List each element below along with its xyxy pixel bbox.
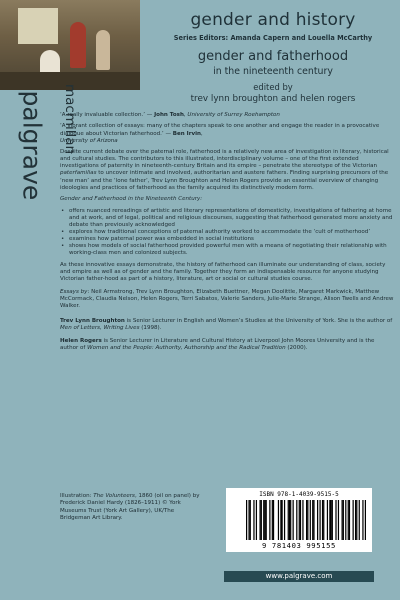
- barcode-bar: [263, 500, 264, 540]
- painting-figure: [70, 22, 86, 68]
- barcode-bar: [327, 500, 328, 540]
- barcode-bar: [349, 500, 350, 540]
- book-title: gender and fatherhood: [197, 49, 349, 64]
- bio-text: is Senior Lecturer in Literature and Cultural History at Liverpool John Moores University and is the author of: [60, 338, 375, 352]
- barcode-bar: [329, 500, 330, 540]
- bio-text: (1998).: [139, 325, 162, 332]
- barcode-bar: [332, 500, 333, 540]
- barcode-bar: [335, 500, 336, 540]
- conclusion: As these innovative essays demonstrate, the history of fatherhood can illuminate our understanding of class, society and empire as well as of gender and the family. Together they form an indispensable resource for anyone studying Victorian father-hood as part of a history, literature, art or social or cultural studies course.: [60, 261, 386, 282]
- editor-bio: [60, 338, 394, 352]
- barcode-bar: [266, 500, 267, 540]
- feature-item: • examines how paternal power was embedded in social institutions: [69, 236, 394, 243]
- barcode-bar: [323, 500, 324, 540]
- bio-name: Trev Lynn Broughton: [60, 318, 125, 325]
- feature-item: • offers nuanced rereadings of artistic and literary representations of domesticity, investigations of fathering at home and at work, and of legal, political and religious discourses, suggesting that fatherhood generated more anxiety and debate than previously acknowledged: [69, 208, 394, 229]
- barcode-bar: [272, 500, 273, 540]
- barcode-bar: [289, 500, 290, 540]
- publisher-name: palgrave: [17, 90, 47, 201]
- barcode-bar: [345, 500, 346, 540]
- barcode-bar: [282, 500, 283, 540]
- barcode-bar: [348, 500, 349, 540]
- bio-text: is Senior Lecturer in English and Women’s Studies at the University of York. She is the author of: [124, 318, 393, 325]
- barcode-bar: [359, 500, 360, 540]
- barcode-bars: [246, 500, 366, 540]
- barcode-bar: [355, 500, 356, 540]
- series-editors: Series Editors: Amanda Capern and Louella McCarthy: [173, 34, 373, 42]
- illustration-credit: [60, 493, 202, 522]
- essays-by: [60, 289, 394, 310]
- feature-item: • explores how traditional conceptions of paternal authority worked to accommodate the ‘cult of motherhood’: [69, 229, 394, 236]
- barcode-bar: [264, 500, 265, 540]
- bio-work: Men of Letters, Writing Lives: [60, 325, 140, 332]
- barcode-bar: [312, 500, 313, 540]
- barcode-bar: [248, 500, 249, 540]
- features-list: [60, 208, 394, 258]
- barcode-bar: [356, 500, 357, 540]
- painting-figure: [96, 30, 110, 70]
- barcode-bar: [269, 500, 270, 540]
- features-intro: Gender and Fatherhood in the Nineteenth Century:: [60, 196, 203, 203]
- barcode-bar: [342, 500, 343, 540]
- barcode-bar: [293, 500, 294, 540]
- description-text: Despite current debate over the paternal role, fatherhood is a relatively new area of investigation in literary, historical and cultural studies. The contributors to this illustrated, interdisciplinary volume – one of the first extended investigations of paternity in nineteenth-century Britain and its empire – penetrate the stereotype of the Victorian: [60, 149, 389, 170]
- barcode-bar: [319, 500, 320, 540]
- barcode-bar: [343, 500, 344, 540]
- quote-affiliation: University of Arizona: [60, 137, 118, 144]
- description-text: to uncover intimate and involved, authoritarian and austere fathers. Finding surprising precursors of the ‘new man’ and the ‘lone father’, Trev Lynn Broughton and Helen Rogers provide an essential overview of changing ideologies and practices of fatherhood as the family acquired its distinctively modern form.: [60, 170, 389, 191]
- barcode-bar: [261, 500, 262, 540]
- quote-affiliation: , University of Surrey Roehampton: [183, 112, 280, 118]
- quote: ‘A vibrant collection of essays: many of the chapters speak to one another and engage the reader in a provocative dialogue about Victorian fatherhood.’ — Ben Irvin, University of Arizona: [60, 123, 380, 144]
- illustration-details: , 1860 (oil on panel) by Frederick Daniel Hardy (1826–1911) © York Museums Trust (York Art Gallery), UK/The Bridgeman Art Library.: [60, 493, 200, 521]
- barcode-bar: [338, 500, 339, 540]
- description: [60, 149, 394, 192]
- edited-by-label: edited by: [253, 82, 293, 92]
- illustration-prefix: Illustration:: [60, 493, 94, 499]
- barcode-bar: [313, 500, 314, 540]
- essays-label: Essays by: [60, 288, 88, 295]
- barcode-bar: [353, 500, 354, 540]
- bio-text: (2000).: [285, 345, 308, 352]
- barcode-bar: [284, 500, 285, 540]
- barcode-bar: [288, 500, 289, 540]
- barcode-bar: [365, 500, 366, 540]
- bio-work: Women and the People: Authority, Authorship and the Radical Tradition: [87, 345, 286, 352]
- isbn: ISBN 978-1-4039-9515-5: [259, 491, 339, 498]
- barcode-bar: [310, 500, 311, 540]
- quote-author: Ben Irvin: [172, 130, 201, 137]
- book-subtitle: in the nineteenth century: [213, 66, 333, 77]
- barcode-bar: [256, 500, 257, 540]
- barcode-bar: [250, 500, 251, 540]
- illustration-title: The Volunteers: [93, 493, 135, 499]
- barcode-bar: [307, 500, 308, 540]
- barcode-bar: [253, 500, 254, 540]
- barcode-bar: [273, 500, 274, 540]
- website-link[interactable]: www.palgrave.com: [265, 572, 333, 580]
- barcode-bar: [362, 500, 363, 540]
- barcode-bar: [290, 500, 291, 540]
- description-italic: paterfamilias: [60, 170, 97, 177]
- publisher-sub: macmillan: [62, 84, 78, 155]
- cover-painting: [0, 0, 140, 90]
- barcode-bar: [280, 500, 281, 540]
- barcode-bar: [296, 500, 297, 540]
- blurb: [60, 112, 394, 357]
- barcode-bar: [300, 500, 301, 540]
- painting-window: [18, 8, 58, 44]
- barcode-bar: [317, 500, 318, 540]
- barcode-bar: [322, 500, 323, 540]
- series-title: gender and history: [190, 10, 356, 30]
- barcode-number: 9 781403 995155: [262, 541, 336, 550]
- quote: [60, 112, 394, 119]
- editor-bio: [60, 318, 394, 332]
- barcode-bar: [259, 500, 260, 540]
- barcode-bar: [302, 500, 303, 540]
- barcode-bar: [246, 500, 247, 540]
- quote-text: ‘A really invaluable collection.’ —: [60, 112, 155, 118]
- barcode-bar: [330, 500, 331, 540]
- feature-item: • shows how models of social fatherhood provided powerful men with a means of negotiating their relationship with working-class men and colonized subjects.: [69, 243, 394, 257]
- barcode: [226, 488, 372, 552]
- bio-name: Helen Rogers: [60, 338, 102, 345]
- quote-text: ‘A vibrant collection of essays: many of the chapters speak to one another and engage the reader in a provocative dialogue about Victorian fatherhood.’ —: [60, 123, 380, 137]
- barcode-bar: [278, 500, 279, 540]
- book-editors: trev lynn broughton and helen rogers: [190, 94, 356, 104]
- barcode-bar: [306, 500, 307, 540]
- quote-author: John Tosh: [154, 112, 184, 118]
- barcode-bar: [299, 500, 300, 540]
- essays-list: : Neil Armstrong, Trev Lynn Broughton, Elizabeth Buettner, Megan Doolittle, Margaret Markwick, Matthew McCormack, Claudia Nelson, Helen Rogers, Terri Sabatos, Valerie Sanders, Julie-Marie Strange, Alison Twells and Andrew Walker.: [60, 288, 394, 310]
